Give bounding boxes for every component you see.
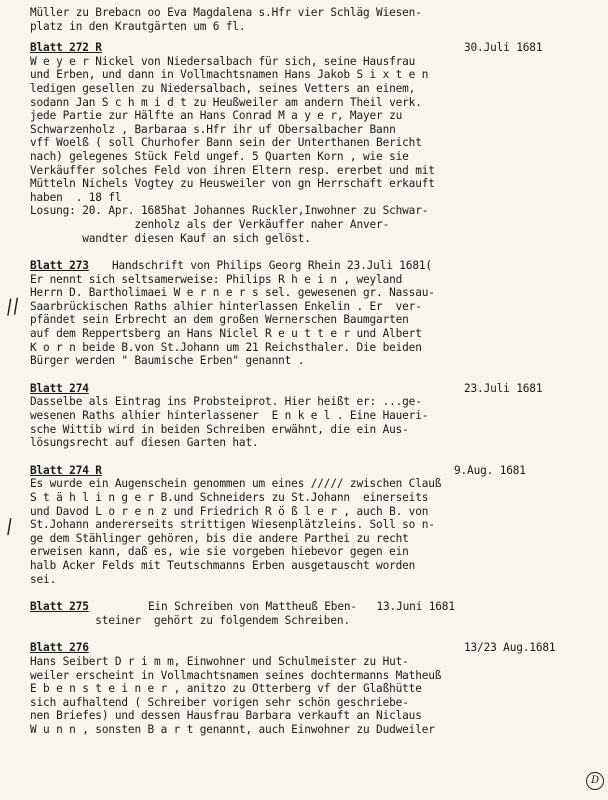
text-line: Losung: 20. Apr. 1685hat Johannes Ruckler,Inwohner zu Schwar- [30, 204, 429, 218]
blatt-label: Blatt 273 [30, 259, 89, 273]
entry-blatt-275 [30, 600, 602, 627]
text-line: wandter diesen Kauf an sich gelöst. [30, 231, 311, 245]
text-line: Verkäuffer solches Feld von ihren Eltern resp. ererbet und mit [30, 163, 435, 177]
text-line: sche Wittib wird in beiden Schreiben erwähnt, die ein Aus- [30, 422, 409, 436]
text-line: nen Briefes) und dessen Hausfrau Barbara verkauft an Niclaus [30, 709, 422, 723]
text-line: S t ä h l i n g e r B.und Schneiders zu St.Johann einerseits [30, 491, 429, 504]
text-line: Bürger werden " Baumische Erben" genannt . [30, 354, 305, 368]
entry-header [30, 600, 602, 614]
intro-block [30, 6, 602, 33]
entry-header [30, 259, 602, 273]
text-line: Er nennt sich seltsamerweise: Philips R h e i n , weyland [30, 272, 403, 286]
entry-blatt-273 [30, 259, 602, 368]
circled-annotation-icon: D [586, 772, 604, 790]
text-line: steiner gehört zu folgendem Schreiben. [30, 613, 350, 627]
text-line: Schwarzenholz , Barbaraa s.Hfr ihr uf Obersalbacher Bann [30, 122, 396, 136]
text-line: platz in den Krautgärten um 6 fl. [30, 19, 246, 33]
blatt-label: Blatt 274 [30, 381, 89, 395]
text-line: Es wurde ein Augenschein genommen um eines ///// zwischen Clauß [30, 477, 442, 491]
entry-header [30, 382, 602, 396]
entry-blatt-274 [30, 382, 602, 450]
text-line: jede Partie zur Hälfte an Hans Conrad M a y e r, Mayer zu [30, 109, 403, 123]
text-line: pfändet sein Erbrecht an dem großen Wernerschen Baumgarten [30, 313, 409, 327]
text-line: erweisen kann, daß es, wie sie vorgeben hiebevor gegen ein [30, 545, 409, 559]
text-line: haben . 18 fl [30, 190, 122, 204]
blatt-label: Blatt 275 [30, 600, 89, 614]
entry-date: 9.Aug. 1681 [454, 463, 526, 477]
entry-blatt-272r [30, 41, 602, 245]
text-line: W u n n , sonsten B a r t genannt, auch Einwohner zu Dudweiler [30, 722, 435, 736]
entry-header [30, 641, 602, 655]
entry-blatt-274r [30, 464, 602, 586]
text-line: auf dem Reppertsberg an Hans Niclel R e u t t e r und Albert [30, 327, 422, 341]
text-line: ge dem Stählinger gehören, bis die andere Parthei zu recht [30, 531, 409, 545]
entry-date: 13/23 Aug.1681 [464, 641, 556, 655]
text-line: Müller zu Brebacn oo Eva Magdalena s.Hfr vier Schläg Wiesen- [30, 6, 422, 19]
text-line: sei. [30, 572, 57, 586]
text-line: weiler erscheint in Vollmachtsnamen seines dochtermanns Matheuß [30, 668, 442, 682]
text-line: sodann Jan S c h m i d t zu Heußweiler am andern Theil verk. [30, 95, 422, 109]
text-line: lösungsrecht auf diesen Garten hat. [30, 436, 259, 450]
entry-heading-text: Ein Schreiben von Mattheuß Eben- 13.Juni 1681 [148, 600, 455, 614]
text-line: und Erben, und dann in Vollmachtsnamen Hans Jakob S i x t e n [30, 68, 429, 82]
text-line: nach) gelegenes Stück Feld ungef. 5 Quarten Korn , wie sie [30, 149, 409, 163]
text-line: ledigen gesellen zu Niedersalbach, seines Vetters an einem, [30, 81, 416, 95]
text-line: W e y e r Nickel von Niedersalbach für sich, seine Hausfrau [30, 54, 416, 68]
text-line: E b e n s t e i n e r , anitzo zu Otterberg vf der Glaßhütte [30, 682, 422, 696]
text-line: Hans Seibert D r i m m, Einwohner und Schulmeister zu Hut- [30, 654, 409, 668]
text-line: vff Woelß ( soll Churhofer Bann sein der Unterthanen Bericht [30, 136, 422, 150]
text-line: wesenen Raths alhier hinterlassener E n k e l . Eine Haueri- [30, 409, 429, 423]
text-line: K o r n beide B.von St.Johann um 21 Reichsthaler. Die beiden [30, 340, 422, 354]
text-line: Herrn D. Bartholimaei W e r n e r s sel. gewesenen gr. Nassau- [30, 286, 435, 300]
margin-stroke-mark: // [4, 293, 21, 319]
blatt-label: Blatt 274 R [30, 463, 102, 477]
text-line: sich aufhaltend ( Schreiber vorigen sehr schön geschriebe- [30, 695, 409, 709]
text-line: und Davod L o r e n z und Friedrich R ö ß l e r , auch B. von [30, 504, 429, 518]
entry-date: 23.Juli 1681 [464, 381, 543, 395]
entry-header [30, 464, 602, 478]
entry-header [30, 41, 602, 55]
text-line: Mütteln Nichels Vogtey zu Heusweiler von gn Herrschaft erkauft [30, 177, 435, 191]
blatt-label: Blatt 272 R [30, 41, 102, 55]
entry-blatt-276 [30, 641, 602, 736]
text-line: halb Acker Felds mit Teutschmanns Erben ausgetauscht worden [30, 558, 416, 572]
text-line: St.Johann andererseits strittigen Wiesenplätzleins. Soll so n- [30, 518, 435, 532]
entry-date: 30.Juli 1681 [464, 41, 543, 55]
text-line: zenholz als der Verkäuffer naher Anver- [30, 217, 390, 231]
margin-stroke-mark: / [4, 513, 15, 539]
text-line: Dasselbe als Eintrag ins Probsteiprot. Hier heißt er: ...ge- [30, 395, 422, 409]
text-line: Saarbrückischen Raths alhier hinterlassen Enkelin . Er ver- [30, 299, 422, 313]
blatt-label: Blatt 276 [30, 641, 89, 655]
entry-heading-text: Handschrift von Philips Georg Rhein 23.Juli 1681( [112, 259, 432, 273]
